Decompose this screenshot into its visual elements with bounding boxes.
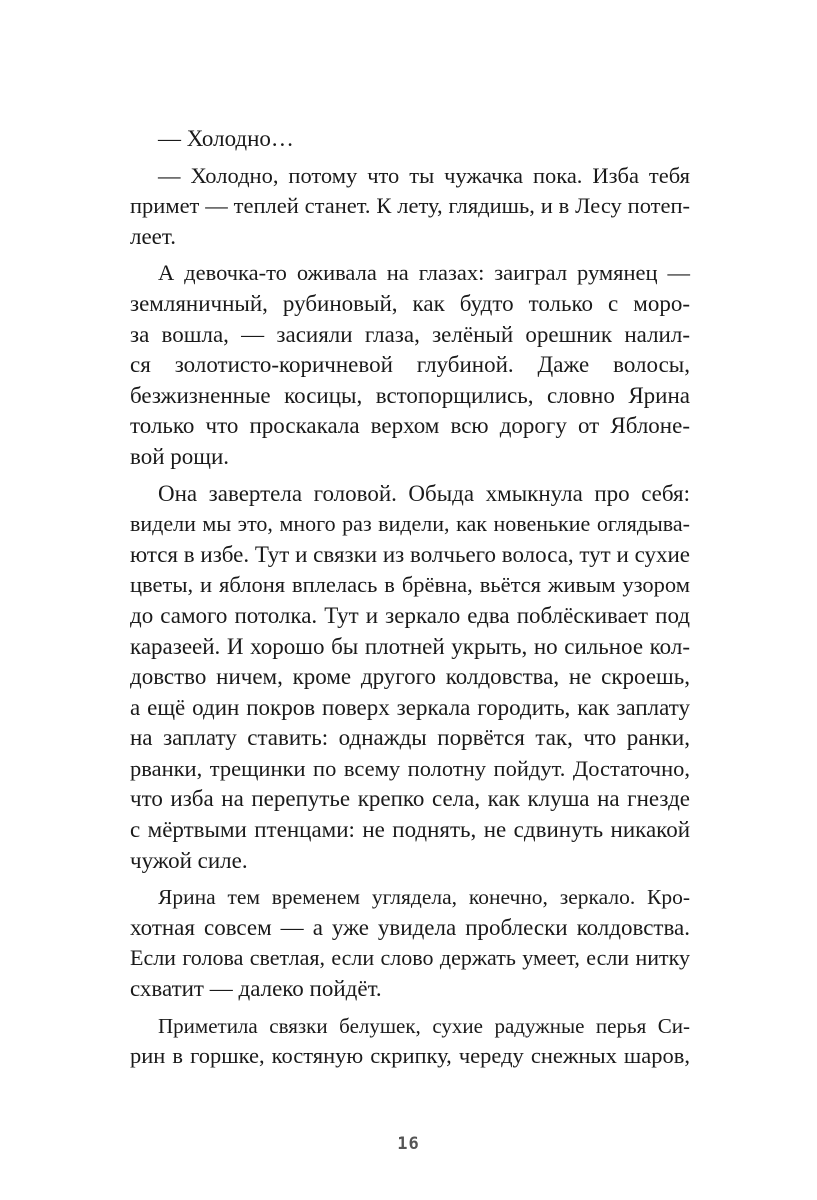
- text-line: за вошла, — засияли глаза, зелёный орешник налил-: [130, 321, 690, 347]
- text-line: с мёртвыми птенцами: не поднять, не сдвинуть никакой: [130, 817, 690, 843]
- text-line: видели мы это, много раз видели, как новенькие оглядыва-: [130, 511, 690, 537]
- text-line: ся золотисто-коричневой глубиной. Даже волосы,: [130, 352, 690, 378]
- body-text: [130, 124, 690, 1072]
- text-line: рванки, трещинки по всему полотну пойдут. Достаточно,: [130, 755, 690, 781]
- text-line: до самого потолка. Тут и зеркало едва поблёскивает под: [130, 602, 690, 628]
- text-line: Ярина тем временем углядела, конечно, зеркало. Кро-: [158, 885, 690, 910]
- text-line: а ещё один покров поверх зеркала городить, как заплату: [130, 694, 690, 720]
- text-line: только что проскакала верхом всю дорогу от Яблоне-: [130, 413, 690, 439]
- text-line: чужой силе.: [130, 847, 248, 873]
- page-number: 16: [397, 1134, 420, 1154]
- text-line: леет.: [130, 223, 176, 249]
- text-line: безжизненные косицы, встопорщились, словно Ярина: [130, 382, 690, 408]
- text-line: — Холодно…: [158, 126, 294, 151]
- text-line: примет — теплей станет. К лету, глядишь, и в Лесу потеп-: [130, 193, 690, 219]
- text-line: Приметила связки белушек, сухие радужные перья Си-: [158, 1013, 690, 1038]
- text-line: А девочка-то оживала на глазах: заиграл румянец —: [158, 260, 690, 286]
- text-line: каразеей. И хорошо бы плотней укрыть, но сильное кол-: [130, 633, 690, 659]
- text-line: что изба на перепутье крепко села, как клуша на гнезде: [130, 786, 690, 812]
- text-line: земляничный, рубиновый, как будто только с моро-: [130, 290, 690, 316]
- text-line: довство ничем, кроме другого колдовства, не скроешь,: [130, 664, 690, 690]
- text-line: схватит — далеко пойдёт.: [130, 976, 382, 1002]
- text-line: на заплату ставить: однажды порвётся так, что ранки,: [130, 725, 690, 751]
- text-line: Если голова светлая, если слово держать умеет, если нитку: [130, 945, 690, 971]
- text-line: рин в горшке, костяную скрипку, череду снежных шаров,: [130, 1043, 690, 1069]
- text-line: — Холодно, потому что ты чужачка пока. Изба тебя: [158, 162, 690, 188]
- text-line: вой рощи.: [130, 443, 230, 469]
- text-line: хотная совсем — а уже увидела проблески колдовства.: [130, 914, 690, 940]
- text-line: Она завертела головой. Обыда хмыкнула про себя:: [158, 480, 690, 506]
- text-line: ются в избе. Тут и связки из волчьего волоса, тут и сухие: [130, 541, 690, 567]
- text-line: цветы, и яблоня вплелась в брёвна, вьётся живым узором: [130, 572, 690, 598]
